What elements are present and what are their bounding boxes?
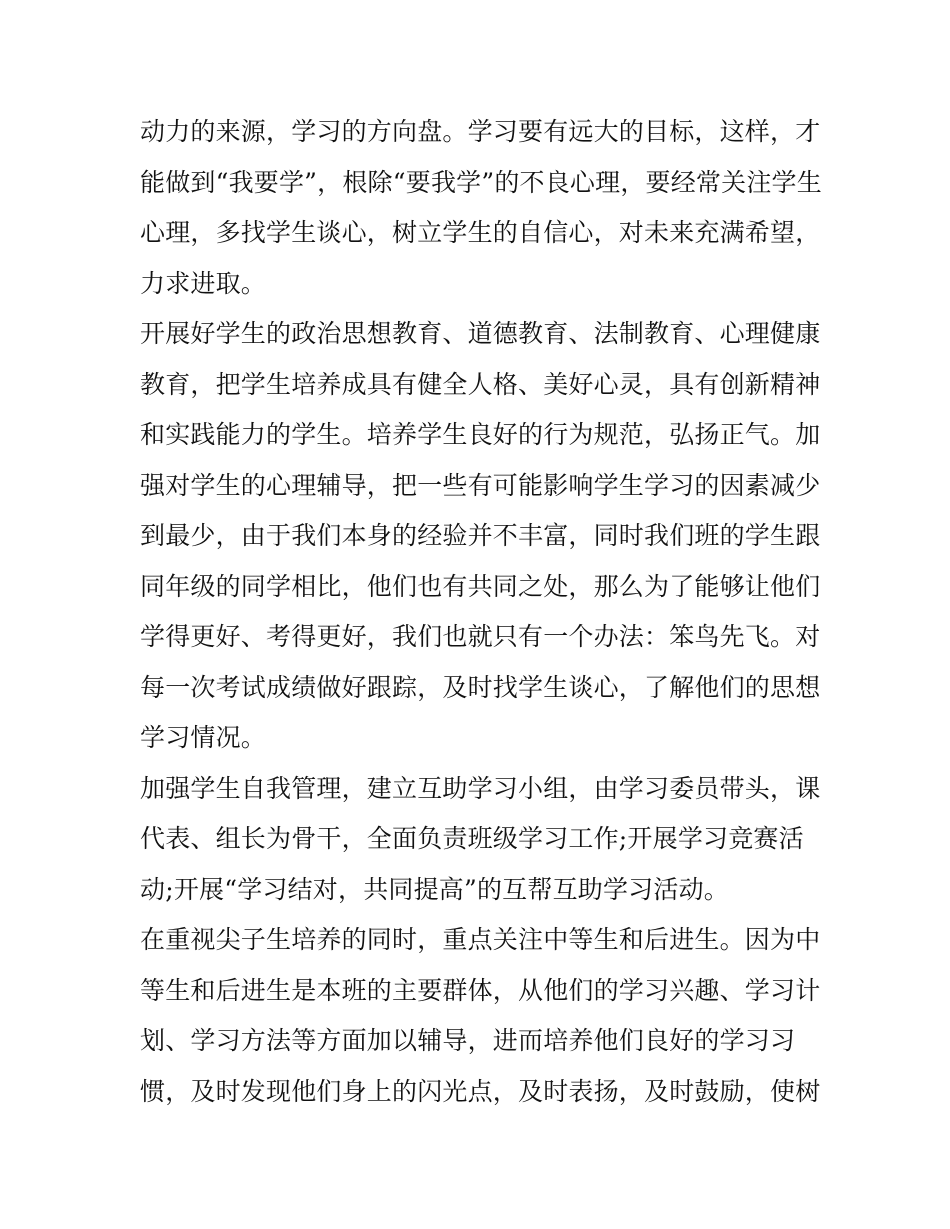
text-line: 等生和后进生是本班的主要群体，从他们的学习兴趣、学习计 bbox=[140, 975, 821, 1005]
text-line: 强对学生的心理辅导，把一些有可能影响学生学习的因素减少 bbox=[140, 470, 821, 500]
text-line: 动;开展“学习结对，共同提高”的互帮互助学习活动。 bbox=[140, 874, 729, 904]
text-line: 心理，多找学生谈心，树立学生的自信心，对未来充满希望， bbox=[140, 218, 821, 247]
text-line: 惯，及时发现他们身上的闪光点，及时表扬，及时鼓励，使树 bbox=[140, 1076, 821, 1106]
text-line: 教育，把学生培养成具有健全人格、美好心灵，具有创新精神 bbox=[140, 369, 821, 399]
text-line: 在重视尖子生培养的同时，重点关注中等生和后进生。因为中 bbox=[140, 925, 821, 954]
text-line: 划、学习方法等方面加以辅导，进而培养他们良好的学习习 bbox=[140, 1026, 796, 1055]
text-line: 到最少，由于我们本身的经验并不丰富，同时我们班的学生跟 bbox=[140, 521, 821, 550]
text-line: 和实践能力的学生。培养学生良好的行为规范，弘扬正气。加 bbox=[140, 420, 821, 449]
text-line: 能做到“我要学”，根除“要我学”的不良心理，要经常关注学生 bbox=[140, 167, 822, 197]
text-line: 同年级的同学相比，他们也有共同之处，那么为了能够让他们 bbox=[140, 571, 821, 601]
text-line: 每一次考试成绩做好跟踪，及时找学生谈心，了解他们的思想 bbox=[140, 672, 821, 702]
body-text bbox=[140, 107, 820, 1117]
text-line: 力求进取。 bbox=[140, 268, 267, 298]
text-line: 代表、组长为骨干，全面负责班级学习工作;开展学习竞赛活 bbox=[140, 824, 804, 853]
text-line: 加强学生自我管理，建立互助学习小组，由学习委员带头，课 bbox=[140, 773, 821, 803]
text-line: 开展好学生的政治思想教育、道德教育、法制教育、心理健康 bbox=[140, 319, 821, 348]
text-line: 学习情况。 bbox=[140, 723, 267, 752]
text-line: 学得更好、考得更好，我们也就只有一个办法：笨鸟先飞。对 bbox=[140, 622, 821, 651]
text-line: 动力的来源，学习的方向盘。学习要有远大的目标，这样，才 bbox=[140, 117, 821, 146]
